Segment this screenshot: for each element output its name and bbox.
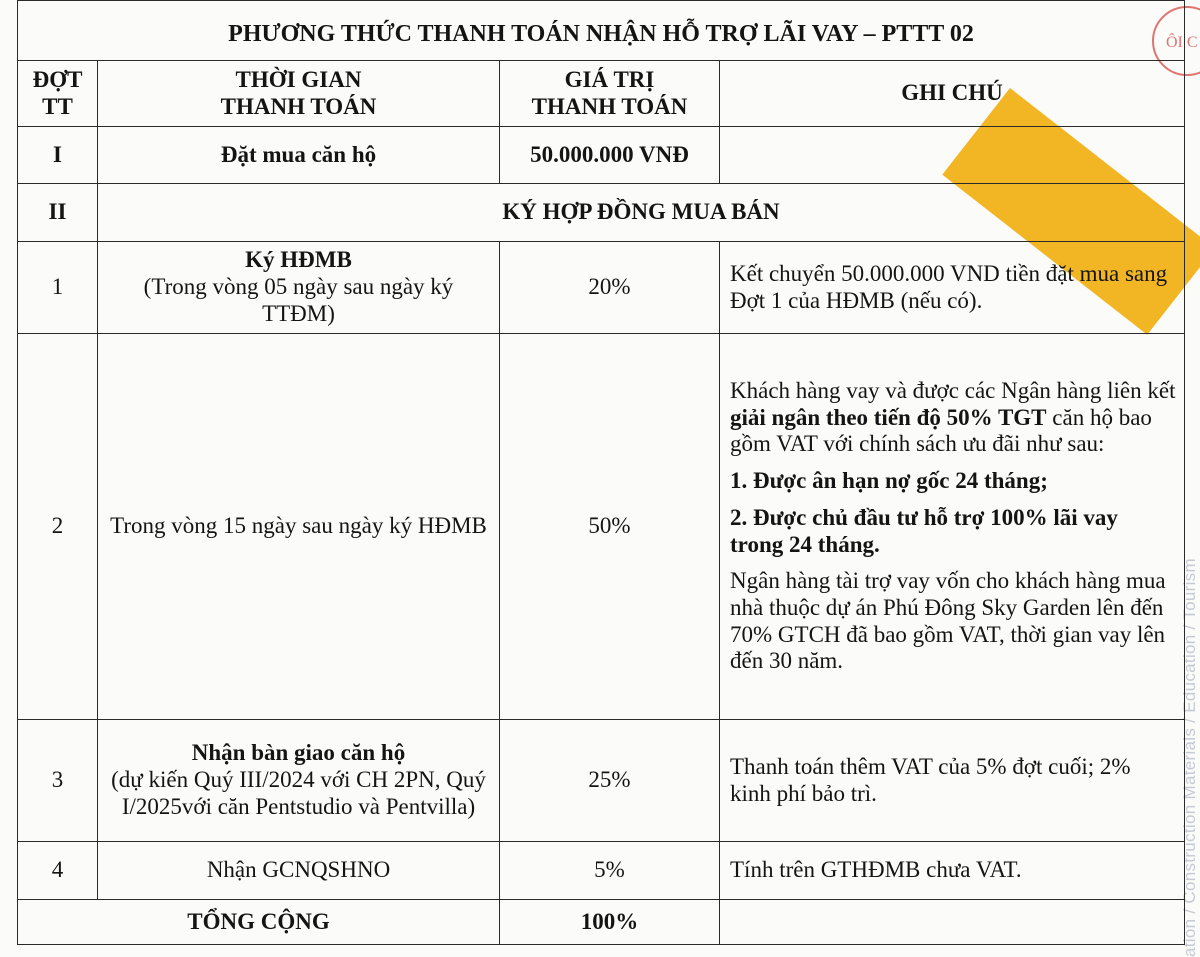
header-time-line2: THANH TOÁN: [220, 93, 377, 119]
header-value: [500, 61, 720, 127]
table-row: [18, 842, 1185, 900]
total-label: TỔNG CỘNG: [18, 900, 500, 945]
header-note: GHI CHÚ: [720, 61, 1185, 127]
row-i-note: [720, 127, 1185, 184]
row-1-time-title: Ký HĐMB: [245, 247, 352, 273]
company-stamp: ÔI C: [1152, 6, 1200, 76]
table-row: [18, 184, 1185, 242]
header-time: [98, 61, 500, 127]
row-3-time-detail: (dự kiến Quý III/2024 với CH 2PN, Quý I/2025với căn Pentstudio và Pentvilla): [111, 767, 486, 819]
header-time-line1: THỜI GIAN: [235, 66, 362, 92]
total-row: [18, 900, 1185, 945]
row-2-note-p1-start: Khách hàng vay và được các Ngân hàng liên kết: [730, 378, 1176, 404]
row-3-time: [98, 720, 500, 842]
row-1-time: [98, 242, 500, 334]
row-1-note: Kết chuyển 50.000.000 VND tiền đặt mua sang Đợt 1 của HĐMB (nếu có).: [720, 242, 1185, 334]
row-2-note-paragraph-4: Ngân hàng tài trợ vay vốn cho khách hàng mua nhà thuộc dự án Phú Đông Sky Garden lên đến 70% GTCH đã bao gồm VAT, thời gian vay lên đến 30 năm.: [730, 568, 1166, 674]
header-value-line2: THANH TOÁN: [531, 93, 688, 119]
row-2-note-p1-end: căn hộ bao gồm VAT với chính sách ưu đãi như sau:: [730, 404, 1152, 457]
row-2-note-paragraph-3: 2. Được chủ đầu tư hỗ trợ 100% lãi vay trong 24 tháng.: [730, 504, 1118, 557]
row-4-time: Nhận GCNQSHNO: [98, 842, 500, 900]
header-value-line1: GIÁ TRỊ: [564, 66, 655, 92]
row-1-number: 1: [18, 242, 98, 334]
row-ii-label: KÝ HỢP ĐỒNG MUA BÁN: [98, 184, 1185, 242]
row-i-number: I: [18, 127, 98, 184]
row-2-time: Trong vòng 15 ngày sau ngày ký HĐMB: [98, 334, 500, 720]
table-row: [18, 334, 1185, 720]
row-2-value: 50%: [500, 334, 720, 720]
row-3-note: Thanh toán thêm VAT của 5% đợt cuối; 2% kinh phí bảo trì.: [720, 720, 1185, 842]
side-watermark-text: ation / Construction Materials / Education / Tourism: [1180, 558, 1199, 957]
row-i-value: 50.000.000 VNĐ: [500, 127, 720, 184]
row-2-note: [720, 334, 1185, 720]
row-2-note-p1-bold: giải ngân theo tiến độ 50% TGT: [730, 404, 1047, 430]
payment-schedule-table: [17, 0, 1185, 945]
row-4-value: 5%: [500, 842, 720, 900]
row-1-time-detail: (Trong vòng 05 ngày sau ngày ký TTĐM): [143, 274, 454, 326]
title-row: [18, 1, 1185, 61]
row-4-note: Tính trên GTHĐMB chưa VAT.: [720, 842, 1185, 900]
table-row: [18, 720, 1185, 842]
header-dot-line1: ĐỢT: [32, 66, 83, 92]
table-row: [18, 242, 1185, 334]
table-row: [18, 127, 1185, 184]
header-dot-line2: TT: [42, 93, 73, 119]
header-dot: [18, 61, 98, 127]
table-title: PHƯƠNG THỨC THANH TOÁN NHẬN HỖ TRỢ LÃI VAY – PTTT 02: [18, 1, 1185, 61]
row-3-time-title: Nhận bàn giao căn hộ: [191, 740, 406, 766]
row-2-note-paragraph-1: [730, 378, 1176, 458]
row-4-number: 4: [18, 842, 98, 900]
row-2-number: 2: [18, 334, 98, 720]
row-3-value: 25%: [500, 720, 720, 842]
row-i-time: Đặt mua căn hộ: [98, 127, 500, 184]
row-3-number: 3: [18, 720, 98, 842]
header-row: [18, 61, 1185, 127]
row-ii-number: II: [18, 184, 98, 242]
row-2-note-paragraph-2: 1. Được ân hạn nợ gốc 24 tháng;: [730, 468, 1048, 494]
row-1-value: 20%: [500, 242, 720, 334]
total-value: 100%: [500, 900, 720, 945]
total-note: [720, 900, 1185, 945]
